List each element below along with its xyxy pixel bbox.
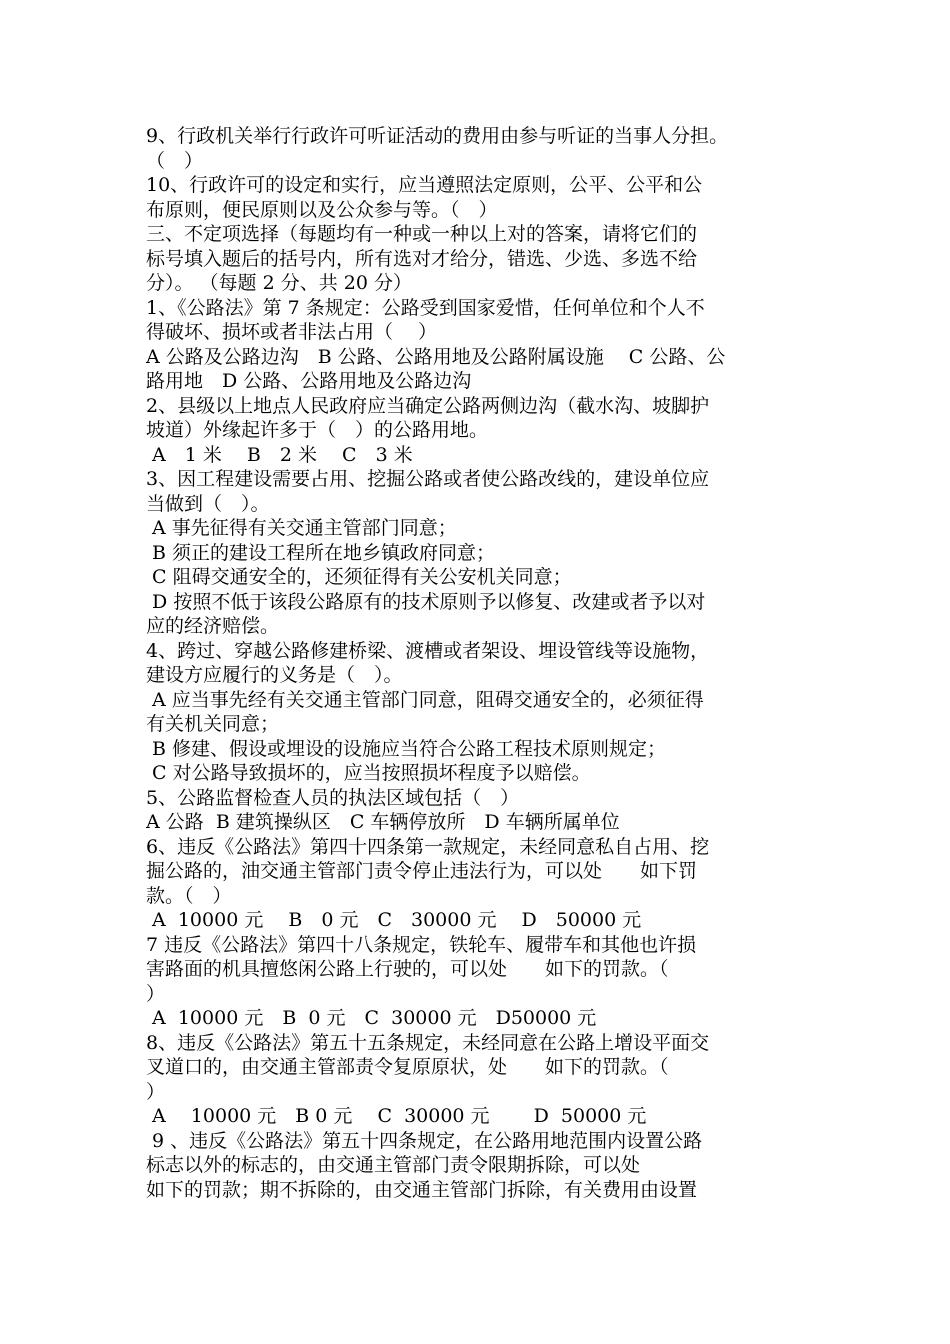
- text-line: 标号填入题后的括号内，所有选对才给分，错选、少选、多选不给: [146, 247, 698, 270]
- question-4: 4、跨过、穿越公路修建桥梁、渡槽或者架设、埋设管线等设施物，: [146, 639, 710, 662]
- question-5: 5、公路监督检查人员的执法区域包括（ ）: [146, 786, 520, 809]
- text-line: 款。（ ）: [146, 884, 232, 907]
- document-page: [146, 124, 816, 1202]
- answer-option: C 阻碍交通安全的，还须征得有关公安机关同意；: [146, 566, 572, 588]
- text-line: 建设方应履行的义务是（ ）。: [146, 664, 403, 686]
- question-7: 7 违反《公路法》第四十八条规定，铁轮车、履带车和其他也许损: [146, 933, 697, 956]
- text-line: 坡道）外缘起许多于（ ）的公路用地。: [146, 419, 489, 441]
- answer-options: A 10000 元 B 0 元 C 30000 元 D 50000 元: [146, 1105, 647, 1127]
- text-line: 当做到（ ）。: [146, 492, 270, 515]
- question-8: 8、违反《公路法》第五十五条规定，未经同意在公路上增设平面交: [146, 1031, 710, 1054]
- text-line: 10、行政许可的设定和实行，应当遵照法定原则，公平、公平和公: [146, 174, 703, 196]
- text-line: 分）。 （每题 2 分、共 20 分）: [146, 272, 412, 294]
- text-line: ）: [146, 1080, 166, 1103]
- text-line: （ ）: [146, 149, 204, 172]
- text-line: 应的经济赔偿。: [146, 615, 280, 637]
- question-2: 2、县级以上地点人民政府应当确定公路两侧边沟（截水沟、坡脚护: [146, 394, 710, 417]
- question-9: 9 、违反《公路法》第五十四条规定，在公路用地范围内设置公路: [146, 1129, 703, 1152]
- text-line: 布原则，便民原则以及公众参与等。（ ）: [146, 198, 498, 221]
- answer-options: A 1 米 B 2 米 C 3 米: [146, 443, 413, 466]
- answer-option: A 事先征得有关交通主管部门同意；: [146, 517, 457, 539]
- text-line: 叉道口的，由交通主管部责令复原原状，处 如下的罚款。（: [146, 1056, 669, 1078]
- answer-option: D 按照不低于该段公路原有的技术原则予以修复、改建或者予以对: [146, 590, 706, 613]
- question-3: 3、因工程建设需要占用、挖掘公路或者使公路改线的，建设单位应: [146, 468, 710, 490]
- answer-options: A 10000 元 B 0 元 C 30000 元 D50000 元: [146, 1007, 597, 1029]
- text-line: 得破坏、损坏或者非法占用（ ）: [146, 321, 438, 343]
- question-6: 6、违反《公路法》第四十四条第一款规定，未经同意私自占用、挖: [146, 835, 710, 858]
- answer-option: C 对公路导致损坏的，应当按照损坏程度予以赔偿。: [146, 762, 591, 784]
- text-line: 9、行政机关举行行政许可听证活动的费用由参与听证的当事人分担。: [146, 125, 729, 147]
- answer-options: A 10000 元 B 0 元 C 30000 元 D 50000 元: [146, 909, 642, 931]
- text-line: 如下的罚款；期不拆除的，由交通主管部门拆除，有关费用由设置: [146, 1178, 698, 1201]
- text-line: 标志以外的标志的，由交通主管部门责令限期拆除，可以处: [146, 1154, 641, 1176]
- answer-options: A 公路 B 建筑操纵区 C 车辆停放所 D 车辆所属单位: [146, 811, 620, 833]
- answer-option: B 修建、假设或埋设的设施应当符合公路工程技术原则规定；: [146, 737, 667, 760]
- answer-option: A 应当事先经有关交通主管部门同意，阻碍交通安全的，必须征得: [146, 688, 704, 711]
- answer-options: A 公路及公路边沟 B 公路、公路用地及公路附属设施 C 公路、公: [146, 345, 726, 368]
- answer-option: B 须正的建设工程所在地乡镇政府同意；: [146, 541, 496, 564]
- text-line: ）: [146, 982, 166, 1005]
- text-line: 有关机关同意；: [146, 713, 280, 735]
- answer-options: 路用地 D 公路、公路用地及公路边沟: [146, 370, 472, 392]
- text-line: 害路面的机具擅悠闲公路上行驶的，可以处 如下的罚款。（: [146, 958, 669, 980]
- question-1: 1、《公路法》第 7 条规定：公路受到国家爱惜，任何单位和个人不: [146, 296, 705, 319]
- text-line: 掘公路的，油交通主管部门责令停止违法行为，可以处 如下罚: [146, 860, 698, 882]
- section-heading: 三、不定项选择（每题均有一种或一种以上对的答案，请将它们的: [146, 223, 698, 245]
